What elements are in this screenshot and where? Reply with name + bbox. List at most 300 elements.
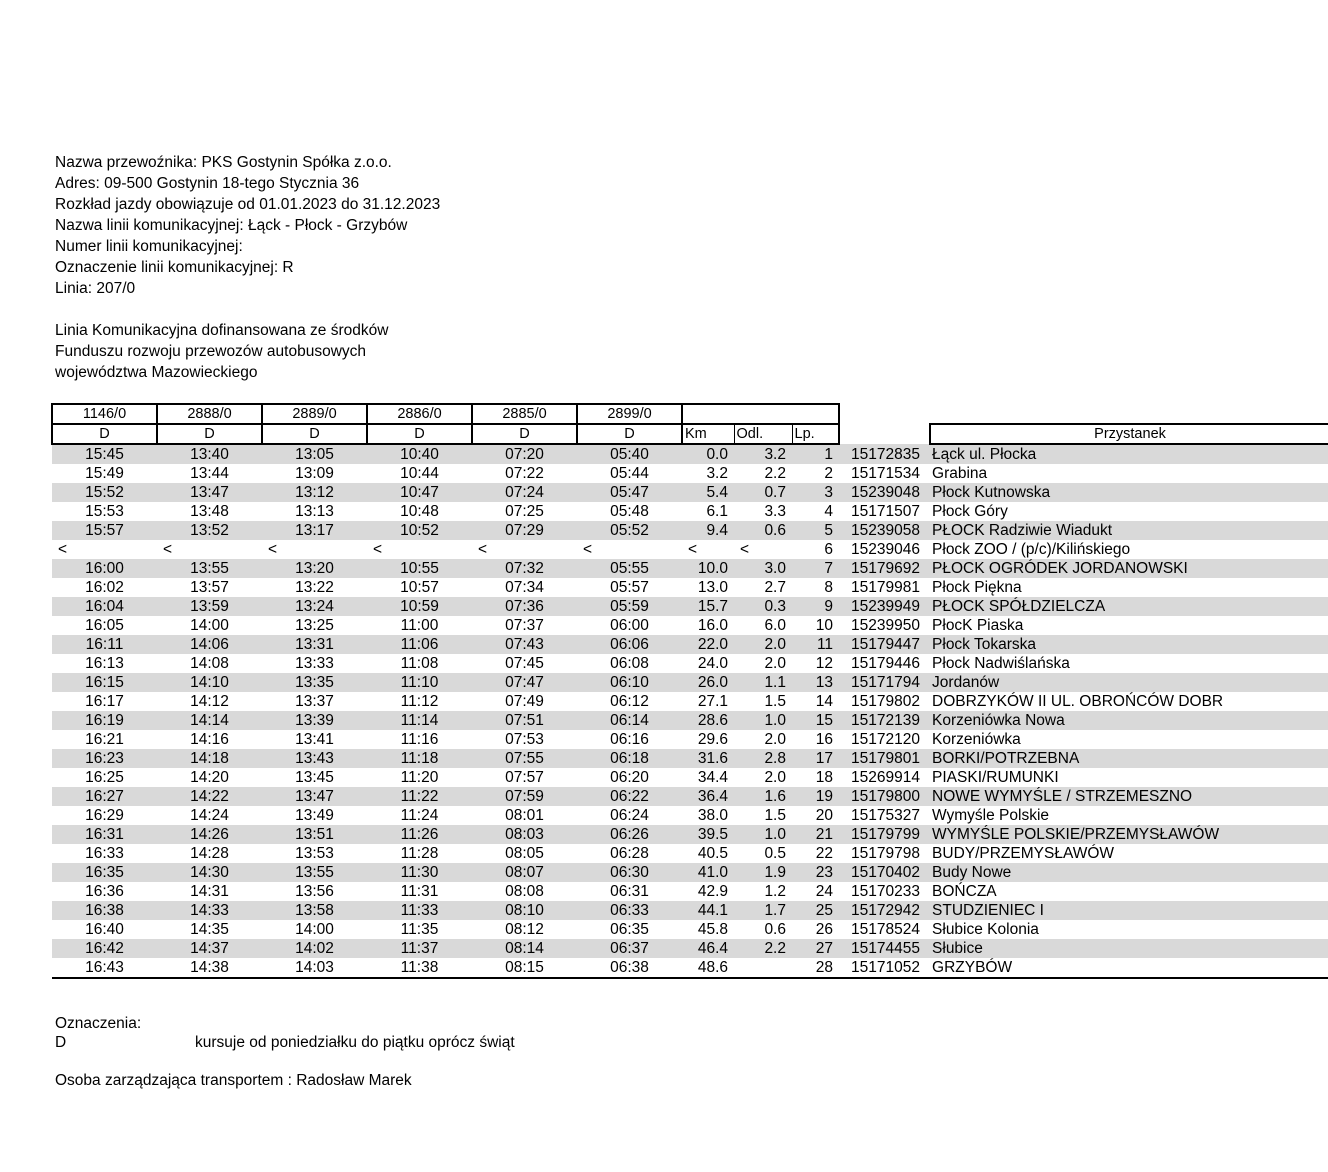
km-value: 5.4 [682,483,734,502]
stop-code: 15239046 [851,541,920,558]
departure-time: 14:06 [157,635,262,654]
spacer [839,424,930,444]
departure-time: 06:28 [610,845,649,862]
departure-time: 13:09 [295,465,334,482]
departure-time: 06:22 [577,787,682,806]
departure-time: 15:57 [52,521,157,540]
table-row [52,901,1328,920]
departure-time: 13:53 [295,845,334,862]
km-value: 36.4 [682,787,734,806]
odl-value: 0.6 [734,521,792,540]
km-value: 13.0 [697,579,728,596]
table-row [52,787,1328,806]
departure-time: 11:26 [367,825,472,844]
odl-value: 2.0 [764,655,786,672]
departure-time: 13:22 [295,579,334,596]
km-value: 38.0 [697,807,728,824]
stop-name: Wymyśle Polskie [932,807,1050,824]
stop-header: Przystanek [930,424,1328,444]
stop-code: 15170402 [839,863,930,882]
km-value: 29.6 [697,731,728,748]
departure-time: 07:29 [472,521,577,540]
departure-time: 14:28 [190,845,229,862]
departure-time: 13:55 [262,863,367,882]
lp-value: 12 [815,655,834,672]
funding-line: Linia Komunikacyjna dofinansowana ze środków [55,322,389,339]
departure-time: 11:30 [367,863,472,882]
table-row [52,444,1328,464]
stop-code: 15179446 [851,655,920,672]
departure-time: 06:37 [577,939,682,958]
departure-time: 16:33 [85,845,124,862]
departure-time: 11:14 [367,711,472,730]
departure-time: 16:25 [85,769,124,786]
departure-time: 16:42 [52,939,157,958]
departure-time: 08:08 [505,883,544,900]
departure-time: 11:24 [400,807,439,824]
departure-time: < [583,541,593,558]
lp-value: 14 [815,693,834,710]
departure-time: 13:57 [190,579,229,596]
km-value: 24.0 [697,655,728,672]
departure-time: 14:33 [157,901,262,920]
odl-value: 0.5 [764,845,786,862]
course-number: 2886/0 [367,404,472,424]
lp-value: 20 [815,807,834,824]
departure-time: 11:33 [367,901,472,920]
stop-name: NOWE WYMYŚLE / STRZEMESZNO [930,787,1328,806]
departure-time: 13:25 [295,617,334,634]
stop-code: 15175327 [851,807,920,824]
lp-value: 23 [792,863,839,882]
departure-time: 08:03 [472,825,577,844]
lp-value: 26 [815,921,834,938]
departure-time: 07:22 [505,465,544,482]
stop-name: PŁOCK OGRÓDEK JORDANOWSKI [930,559,1328,578]
table-row [52,920,1328,939]
lp-value: 5 [792,521,839,540]
km-value: 42.9 [697,883,728,900]
departure-time: 14:24 [190,807,229,824]
table-row [52,540,1328,559]
stop-code: 15172120 [851,731,920,748]
km-value: 9.4 [682,521,734,540]
course-number: 2888/0 [157,404,262,424]
departure-time: 11:31 [400,883,439,900]
header-line: Nazwa linii komunikacyjnej: Łąck - Płock - Grzybów [55,217,408,234]
legend-mark: D [55,1034,67,1051]
departure-time: 06:24 [610,807,649,824]
odl-value: 1.5 [764,807,786,824]
departure-time: 07:55 [472,749,577,768]
departure-time: 13:44 [190,465,229,482]
departure-time: 14:16 [190,731,229,748]
odl-value [734,958,792,978]
departure-time: 13:24 [262,597,367,616]
departure-time: 13:20 [262,559,367,578]
departure-time: 05:40 [577,444,682,464]
departure-time: 16:38 [52,901,157,920]
course-mark: D [577,424,682,444]
stop-name: BORKI/POTRZEBNA [930,749,1328,768]
departure-time: 08:01 [505,807,544,824]
legend [55,1014,141,1052]
stop-name: BUDY/PRZEMYSŁAWÓW [932,845,1115,862]
departure-time: 07:43 [472,635,577,654]
km-value: 3.2 [706,465,728,482]
departure-time: 08:05 [505,845,544,862]
departure-time: 16:43 [52,958,157,978]
lp-value: 17 [792,749,839,768]
stop-code: 15239048 [839,483,930,502]
departure-time: 11:06 [367,635,472,654]
table-row [52,578,1328,597]
departure-time: 10:55 [367,559,472,578]
lp-value: 19 [792,787,839,806]
funding-line: województwa Mazowieckiego [55,364,258,381]
km-value: 6.1 [706,503,728,520]
header-line: Nazwa przewoźnika: PKS Gostynin Spółka z.o.o. [55,154,392,171]
departure-time: 14:18 [157,749,262,768]
odl-value: 2.7 [764,579,786,596]
stop-code: 15171507 [851,503,920,520]
departure-time: 13:12 [262,483,367,502]
stop-name: GRZYBÓW [930,958,1328,978]
stop-name: WYMYŚLE POLSKIE/PRZEMYSŁAWÓW [930,825,1328,844]
departure-time: 06:33 [577,901,682,920]
table-row [52,958,1328,978]
stop-code: 15179798 [851,845,920,862]
stop-code: 15239949 [839,597,930,616]
stop-name: PIASKI/RUMUNKI [932,769,1059,786]
table-row [52,749,1328,768]
lp-value: 3 [792,483,839,502]
departure-time: < [478,541,488,558]
stop-code: 15179801 [839,749,930,768]
departure-time: 10:57 [400,579,439,596]
stop-code: 15174455 [839,939,930,958]
departure-time: 13:49 [295,807,334,824]
odl-value: 1.5 [764,693,786,710]
stop-code: 15269914 [851,769,920,786]
stop-name: Płock Kutnowska [930,483,1328,502]
departure-time: 06:31 [610,883,649,900]
stop-name: Płock ZOO / (p/c)/Kilińskiego [932,541,1131,558]
stop-name: Budy Nowe [930,863,1328,882]
spacer [55,299,440,320]
departure-time: 06:12 [610,693,649,710]
table-row [52,521,1328,540]
departure-time: 16:23 [52,749,157,768]
departure-time: 06:00 [610,617,649,634]
course-number-row [52,404,1328,424]
departure-time: 05:55 [577,559,682,578]
departure-time: 05:44 [610,465,649,482]
departure-time: 16:21 [85,731,124,748]
departure-time: 07:57 [505,769,544,786]
stop-name: Łąck ul. Płocka [930,444,1328,464]
departure-time: 11:28 [400,845,439,862]
departure-time: 07:51 [472,711,577,730]
stop-name: Jordanów [930,673,1328,692]
departure-time: 10:59 [367,597,472,616]
km-value: < [688,541,698,558]
odl-value: 0.6 [764,921,786,938]
stop-code: 15179981 [851,579,920,596]
odl-value: 1.2 [764,883,786,900]
departure-time: 10:48 [400,503,439,520]
departure-time: 16:31 [52,825,157,844]
table-row [52,616,1328,635]
departure-time: 06:18 [577,749,682,768]
km-value: 46.4 [682,939,734,958]
departure-time: 13:39 [262,711,367,730]
departure-time: 08:07 [472,863,577,882]
departure-time: 13:55 [157,559,262,578]
stop-name: Słubice [930,939,1328,958]
departure-time: 05:59 [577,597,682,616]
stop-code: 15239058 [839,521,930,540]
km-value: 41.0 [682,863,734,882]
km-value: 45.8 [697,921,728,938]
departure-time: 16:40 [85,921,124,938]
header-line: Rozkład jazdy obowiązuje od 01.01.2023 do 31.12.2023 [55,196,441,213]
departure-time: 13:31 [262,635,367,654]
departure-time: 15:49 [85,465,124,482]
departure-time: 06:10 [577,673,682,692]
header-line: Numer linii komunikacyjnej: [55,238,243,255]
departure-time: 06:08 [610,655,649,672]
km-value: 34.4 [697,769,728,786]
stop-name: Płock Góry [932,503,1008,520]
table-row [52,464,1328,483]
departure-time: 16:04 [52,597,157,616]
table-row [52,939,1328,958]
table-row [52,730,1328,749]
departure-time: 11:37 [367,939,472,958]
lp-value: 18 [815,769,834,786]
departure-time: 13:43 [262,749,367,768]
lp-value: 4 [824,503,834,520]
timetable [51,403,1328,979]
odl-value: 3.3 [764,503,786,520]
odl-value: < [740,541,750,558]
odl-value: 0.7 [734,483,792,502]
transport-manager: Osoba zarządzająca transportem : Radosław Marek [55,1072,412,1089]
departure-time: 13:52 [157,521,262,540]
km-value: 31.6 [682,749,734,768]
table-row [52,711,1328,730]
odl-value: 2.2 [764,465,786,482]
departure-time: 13:13 [295,503,334,520]
departure-time: 07:25 [505,503,544,520]
table-row [52,483,1328,502]
departure-time: 11:12 [400,693,439,710]
table-row [52,863,1328,882]
lp-value: 1 [792,444,839,464]
lp-value: 21 [792,825,839,844]
departure-time: 16:17 [85,693,124,710]
departure-time: < [268,541,278,558]
km-value: 44.1 [682,901,734,920]
lp-value: 15 [792,711,839,730]
km-value: 16.0 [697,617,728,634]
lp-value: 25 [792,901,839,920]
stop-code: 15171534 [851,465,920,482]
departure-time: 10:44 [400,465,439,482]
departure-time: 13:56 [295,883,334,900]
odl-value: 2.0 [734,635,792,654]
departure-time: 13:40 [157,444,262,464]
carrier-header [55,152,440,383]
departure-time: 13:37 [295,693,334,710]
lp-value: 22 [815,845,834,862]
departure-time: 07:34 [505,579,544,596]
departure-time: 13:48 [190,503,229,520]
departure-time: 14:14 [157,711,262,730]
stop-code: 15171052 [839,958,930,978]
odl-value: 1.9 [734,863,792,882]
odl-value: 2.0 [764,769,786,786]
departure-time: 08:12 [505,921,544,938]
departure-time: 07:47 [472,673,577,692]
table-row [52,673,1328,692]
departure-time: 13:45 [295,769,334,786]
km-value: 28.6 [682,711,734,730]
course-mark: D [472,424,577,444]
lp-value: 28 [792,958,839,978]
odl-value: 2.0 [764,731,786,748]
table-row [52,654,1328,673]
lp-value: 13 [792,673,839,692]
odl-value: 3.0 [734,559,792,578]
course-number: 1146/0 [52,404,157,424]
departure-time: 13:17 [262,521,367,540]
departure-time: 14:22 [157,787,262,806]
course-mark: D [367,424,472,444]
stop-code: 15179692 [839,559,930,578]
stop-name: PłocK Piaska [932,617,1024,634]
table-row [52,768,1328,787]
distance-header-top [682,404,839,424]
odl-value: 1.6 [734,787,792,806]
departure-time: 14:02 [262,939,367,958]
table-row [52,559,1328,578]
departure-time: 10:52 [367,521,472,540]
departure-time: 07:36 [472,597,577,616]
stop-code: 15178524 [851,921,920,938]
departure-time: 07:32 [472,559,577,578]
departure-time: 14:26 [157,825,262,844]
header-line: Oznaczenie linii komunikacyjnej: R [55,259,294,276]
departure-time: < [58,541,68,558]
departure-time: 06:26 [577,825,682,844]
departure-time: 14:31 [190,883,229,900]
stop-code: 15179800 [839,787,930,806]
odl-header: Odl. [734,424,792,444]
departure-time: 07:20 [472,444,577,464]
departure-time: 14:08 [190,655,229,672]
table-row [52,692,1328,711]
table-row [52,635,1328,654]
table-row [52,825,1328,844]
funding-line: Funduszu rozwoju przewozów autobusowych [55,343,367,360]
departure-time: 06:38 [577,958,682,978]
departure-time: 16:35 [52,863,157,882]
stop-name: Płock Nadwiślańska [932,655,1070,672]
odl-value: 6.0 [764,617,786,634]
lp-value: 11 [792,635,839,654]
stop-name: Słubice Kolonia [932,921,1039,938]
stop-name: Płock Piękna [932,579,1022,596]
course-mark: D [157,424,262,444]
departure-time: 05:57 [610,579,649,596]
header-line: Adres: 09-500 Gostynin 18-tego Stycznia 36 [55,175,360,192]
lp-value: 16 [815,731,834,748]
departure-time: 13:58 [262,901,367,920]
lp-value: 27 [792,939,839,958]
departure-time: 15:53 [85,503,124,520]
stop-name: PŁOCK Radziwie Wiadukt [930,521,1328,540]
departure-time: 16:00 [52,559,157,578]
km-value: 27.1 [697,693,728,710]
departure-time: 06:30 [577,863,682,882]
departure-time: 13:35 [262,673,367,692]
table-row [52,806,1328,825]
departure-time: 06:16 [610,731,649,748]
departure-time: 13:51 [262,825,367,844]
stop-code: 15179447 [839,635,930,654]
departure-time: 05:47 [577,483,682,502]
course-number: 2889/0 [262,404,367,424]
departure-time: 15:45 [52,444,157,464]
departure-time: 14:10 [157,673,262,692]
departure-time: 06:35 [610,921,649,938]
km-value: 22.0 [682,635,734,654]
km-value: 48.6 [682,958,734,978]
course-mark: D [262,424,367,444]
legend-title: Oznaczenia: [55,1015,142,1032]
departure-time: 11:20 [400,769,439,786]
km-header: Km [682,424,734,444]
km-value: 26.0 [682,673,734,692]
departure-time: 06:14 [577,711,682,730]
lp-value: 2 [824,465,834,482]
course-mark-row [52,424,1328,444]
km-value: 15.7 [682,597,734,616]
km-value: 0.0 [682,444,734,464]
lp-value: 8 [824,579,834,596]
odl-value: 1.0 [734,711,792,730]
lp-header: Lp. [792,424,839,444]
lp-value: 9 [792,597,839,616]
departure-time: 16:36 [85,883,124,900]
departure-time: 08:10 [472,901,577,920]
departure-time: 15:52 [52,483,157,502]
stop-name: Płock Tokarska [930,635,1328,654]
stop-code: 15171794 [839,673,930,692]
departure-time: 11:00 [400,617,439,634]
departure-time: < [373,541,383,558]
departure-time: 11:22 [367,787,472,806]
table-row [52,502,1328,521]
departure-time: 16:05 [85,617,124,634]
stop-code: 15172942 [839,901,930,920]
departure-time: 13:05 [262,444,367,464]
departure-time: 11:18 [367,749,472,768]
table-row [52,882,1328,901]
departure-time: 06:06 [577,635,682,654]
